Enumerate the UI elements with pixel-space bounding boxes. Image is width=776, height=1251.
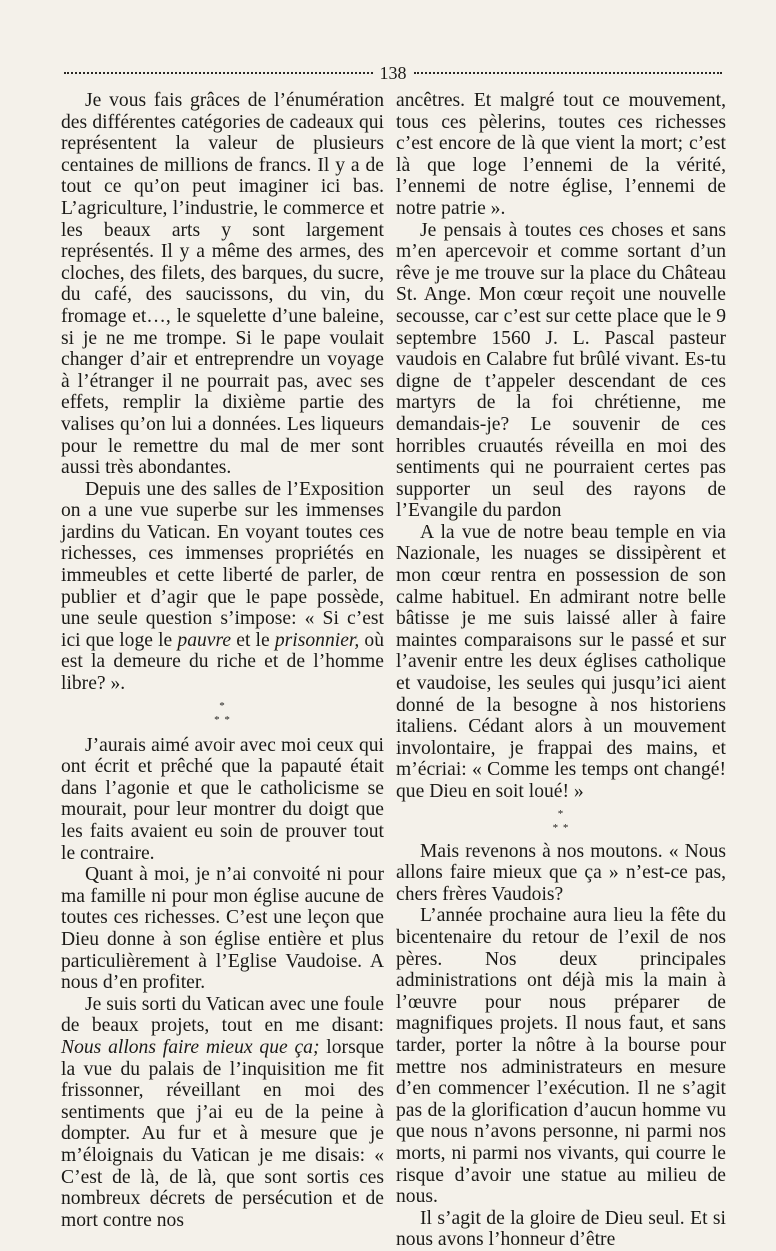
paragraph: Je pensais à toutes ces choses et sans m’en apercevoir et comme sortant d’un rêve je me trouve sur la place du Château St. Ange. Mon cœur reçoit une nouvelle secousse, car c’est sur cette place que le 9 septembre 1560 J. L. Pascal pasteur vaudois en Calabre fut brûlé vivant. Es-tu digne de t’appeler descendant de ces martyrs de la foi chrétienne, me demandais-je? Le souvenir de ces horribles cruautés réveilla en moi des sentiments qui ne pourraient certes pas supporter un seul des rayons de l’Evangile du pardon xyxy=(396,219,726,522)
paragraph: Il s’agit de la gloire de Dieu seul. Et si nous avons l’honneur d’être xyxy=(396,1207,726,1251)
right-column xyxy=(396,90,726,1251)
paragraph: A la vue de notre beau temple en via Nazionale, les nuages se dissipèrent et mon cœur rentra en possession de son calme habituel. En admirant notre belle bâtisse je me suis laissé aller à faire maintes comparaisons sur le passé et sur l’avenir entre les deux églises catholique et vaudoise, les seules qui jusqu’ici aient donné de la besogne à nos historiens italiens. Cédant alors à un mouvement involontaire, je frappai des mains, et m’écriai: « Comme les temps ont changé! que Dieu en soit loué! » xyxy=(396,521,726,802)
paragraph: Je vous fais grâces de l’énumération des différentes catégories de cadeaux qui représentent la valeur de plusieurs centaines de millions de francs. Il y a de tout ce qu’on peut imaginer ici bas. L’agriculture, l’industrie, le commerce et les beaux arts y sont largement représentés. Il y a même des armes, des cloches, des filets, des barques, du sucre, du café, des saucissons, du vin, du fromage et…, le squelette d’une baleine, si je ne me trompe. Si le pape voulait changer d’air et entreprendre un voyage à l’étranger il ne pourrait pas, avec ses effets, remplir la dixième partie des valises qu’on lui a données. Les liqueurs pour le remettre du mal de mer sont aussi très abondantes. xyxy=(61,90,384,479)
emphasis: pauvre xyxy=(177,629,232,651)
page-number: 138 xyxy=(379,62,407,83)
page-header xyxy=(60,62,726,84)
header-ornament-right xyxy=(414,72,723,74)
section-separator: * * * xyxy=(552,807,570,834)
paragraph: Mais revenons à nos moutons. « Nous allons faire mieux que ça » n’est-ce pas, chers frères Vaudois? xyxy=(396,840,726,905)
emphasis: prisonnier, xyxy=(274,629,360,651)
paragraph: Depuis une des salles de l’Exposition on a une vue superbe sur les immenses jardins du Vatican. En voyant toutes ces richesses, ces immenses propriétés en immeubles et cette liberté de parler, de publier et d’agir que le pape possède, une seule question s’impose: « Si c’est ici que loge le pauvre et le prisonnier, où est la demeure du riche et de l’homme libre? ». xyxy=(61,478,385,695)
emphasis: Nous allons faire mieux que ça; xyxy=(61,1036,320,1058)
left-column xyxy=(61,90,384,1231)
section-separator: * * * xyxy=(214,699,231,726)
paragraph: Quant à moi, je n’ai convoité ni pour ma famille ni pour mon église aucune de toutes ces richesses. C’est une leçon que Dieu donne à son église entière et plus particulièrement à l’Eglise Vaudoise. A nous d’en profiter. xyxy=(61,864,384,994)
paragraph: ancêtres. Et malgré tout ce mouvement, tous ces pèlerins, toutes ces richesses c’est encore de là que vient la mort; c’est là que loge l’ennemi de la vérité, l’ennemi de notre église, l’ennemi de notre patrie ». xyxy=(396,90,726,219)
header-ornament-left xyxy=(64,72,373,74)
paragraph: J’aurais aimé avoir avec moi ceux qui ont écrit et prêché que la papauté était dans l’agonie et que le catholicisme se mourait, pour leur montrer du doigt que les faits avaient eu soin de prouver tout le contraire. xyxy=(61,734,384,864)
paragraph: L’année prochaine aura lieu la fête du bicentenaire du retour de l’exil de nos pères. Nos deux principales administrations ont déjà mis la main à l’œuvre pour nous préparer de magnifiques projets. Il nous faut, et sans tarder, porter la nôtre à la bourse pour mettre nos administrateurs en mesure d’en commencer l’exécution. Il ne s’agit pas de la glorification d’aucun homme vu que nous n’avons personne, ni parmi nos morts, ni parmi nos vivants, qui courre le risque d’avoir une statue au milieu de nous. xyxy=(396,905,726,1208)
paragraph: Je suis sorti du Vatican avec une foule de beaux projets, tout en me disant: Nous allons faire mieux que ça; lorsque la vue du palais de l’inquisition me fit frissonner, réveillant en moi des sentiments que j’ai eu de la peine à dompter. Au fur et à mesure que je m’éloignais du Vatican je me disais: « C’est de là, de là, que sont sortis ces nombreux décrets de persécution et de mort contre nos xyxy=(61,993,384,1231)
